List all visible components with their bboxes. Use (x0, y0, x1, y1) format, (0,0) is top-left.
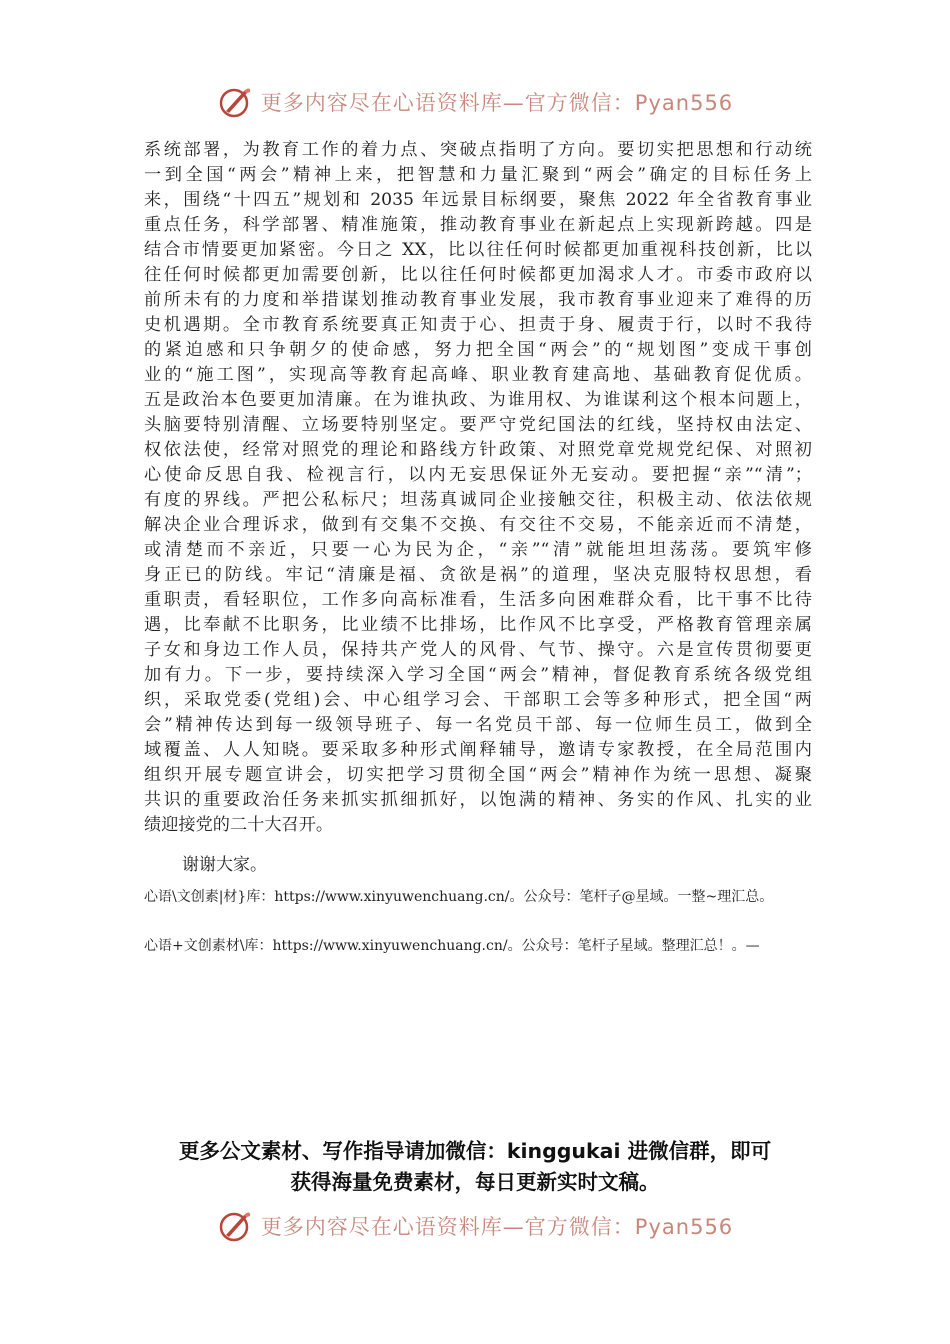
body-line: 往任何时候都更加需要创新，比以往任何时候都更加渴求人才。市委市政府以 (144, 265, 812, 285)
body-line: 权依法使，经常对照党的理论和路线方针政策、对照党章党规党纪保、对照初 (144, 440, 812, 460)
body-line: 头脑要特别清醒、立场要特别坚定。要严守党纪国法的红线，坚持权由法定、 (144, 415, 812, 435)
promo-line-2: 获得海量免费素材，每日更新实时文稿。 (290, 1170, 660, 1194)
source-note-1: 心语\文创素|材}库：https://www.xinyuwenchuang.cn/。公众号：笔杆子@星域。一整~理汇总。 (144, 889, 774, 905)
promo-line-1: 更多公文素材、写作指导请加微信：kinggukai 进微信群，即可 (178, 1139, 772, 1163)
body-line: 有度的界线。严把公私标尺；坦荡真诚同企业接触交往，积极主动、依法依规 (144, 490, 812, 510)
body-line: 共识的重要政治任务来抓实抓细抓好，以饱满的精神、务实的作风、扎实的业 (144, 790, 812, 810)
quill-logo-icon (217, 1208, 253, 1244)
body-line: 或清楚而不亲近，只要一心为民为企，“亲”“清”就能坦坦荡荡。要筑牢修 (144, 540, 812, 560)
footer-banner (0, 1206, 950, 1246)
promo-notice (0, 1136, 950, 1198)
banner-text: 更多内容尽在心语资料库—官方微信：Pyan556 (260, 1215, 734, 1239)
body-line: 史机遇期。全市教育系统要真正知责于心、担责于身、履责于行，以时不我待 (144, 315, 812, 335)
quill-logo-icon (217, 84, 253, 120)
header-banner (0, 82, 950, 122)
body-line: 遇，比奉献不比职务，比业绩不比排场，比作风不比享受，严格教育管理亲属 (144, 615, 812, 635)
body-line: 来，围绕“十四五”规划和 2035 年远景目标纲要，聚焦 2022 年全省教育事业 (144, 190, 812, 210)
body-line: 绩迎接党的二十大召开。 (144, 815, 334, 835)
body-paragraph (144, 138, 812, 838)
body-line: 身正已的防线。牢记“清廉是福、贪欲是祸”的道理，坚决克服特权思想，看 (144, 565, 812, 585)
body-line: 子女和身边工作人员，保持共产党人的风骨、气节、操守。六是宣传贯彻要更 (144, 640, 812, 660)
body-line: 业的“施工图”，实现高等教育起高峰、职业教育建高地、基础教育促优质。 (144, 365, 812, 385)
body-line: 结合市情要更加紧密。今日之 XX，比以往任何时候都更加重视科技创新，比以 (144, 240, 812, 260)
body-line: 一到全国“两会”精神上来，把智慧和力量汇聚到“两会”确定的目标任务上 (144, 165, 812, 185)
body-line: 五是政治本色要更加清廉。在为谁执政、为谁用权、为谁谋利这个根本问题上， (144, 390, 812, 410)
body-line: 组织开展专题宣讲会，切实把学习贯彻全国“两会”精神作为统一思想、凝聚 (144, 765, 812, 785)
body-line: 域覆盖、人人知晓。要采取多种形式阐释辅导，邀请专家教授，在全局范围内 (144, 740, 812, 760)
body-line: 重点任务，科学部署、精准施策，推动教育事业在新起点上实现新跨越。四是 (144, 215, 812, 235)
source-note-2: 心语+文创素材\库：https://www.xinyuwenchuang.cn/。公众号：笔杆子星域。整理汇总！。— (144, 938, 760, 954)
body-line: 的紧迫感和只争朝夕的使命感，努力把全国“两会”的“规划图”变成干事创 (144, 340, 812, 360)
body-line: 解决企业合理诉求，做到有交集不交换、有交往不交易，不能亲近而不清楚， (144, 515, 812, 535)
body-line: 系统部署，为教育工作的着力点、突破点指明了方向。要切实把思想和行动统 (144, 140, 812, 160)
thanks-line: 谢谢大家。 (182, 855, 267, 875)
body-line: 重职责，看轻职位，工作多向高标准看，生活多向困难群众看，比干事不比待 (144, 590, 812, 610)
body-line: 加有力。下一步，要持续深入学习全国“两会”精神，督促教育系统各级党组 (144, 665, 812, 685)
body-line: 心使命反思自我、检视言行，以内无妄思保证外无妄动。要把握“亲”“清”； (144, 465, 812, 485)
body-line: 前所未有的力度和举措谋划推动教育事业发展，我市教育事业迎来了难得的历 (144, 290, 812, 310)
body-line: 会”精神传达到每一级领导班子、每一名党员干部、每一位师生员工，做到全 (144, 715, 812, 735)
banner-text: 更多内容尽在心语资料库—官方微信：Pyan556 (260, 91, 734, 115)
body-line: 织，采取党委(党组)会、中心组学习会、干部职工会等多种形式，把全国“两 (144, 690, 812, 710)
